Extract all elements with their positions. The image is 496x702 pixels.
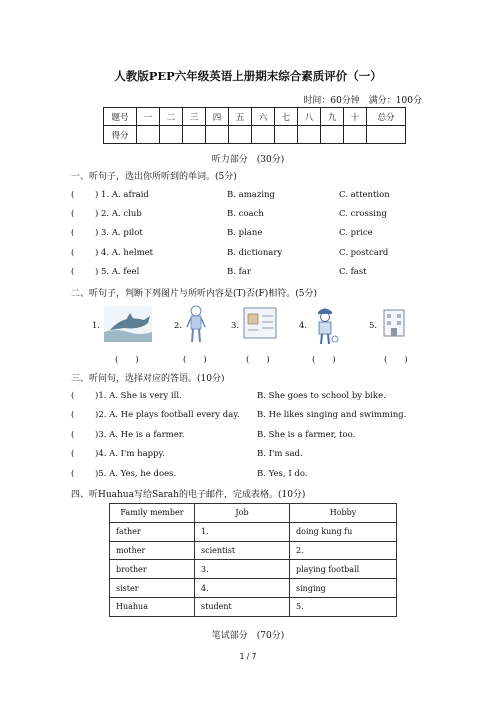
option-c: C. attention	[339, 190, 390, 200]
answer-paren: (	[71, 267, 75, 277]
listening-header: 听力部分 (30分)	[211, 155, 285, 165]
answer-paren: (	[71, 410, 75, 420]
answer-blank[interactable]: ( )	[115, 355, 139, 365]
answer-paren: (	[71, 430, 75, 440]
answer-blank[interactable]: ( )	[246, 355, 270, 365]
score-cell	[206, 126, 229, 144]
score-cell: 七	[275, 108, 298, 126]
exam-meta: 时间：60分钟 满分：100分	[303, 96, 422, 106]
score-cell: 总分	[367, 108, 406, 126]
option-b: B. Yes, I do.	[257, 469, 308, 479]
answer-paren: (	[71, 248, 75, 258]
option-a: ) 3. A. pilot	[95, 228, 143, 238]
table-cell: sister	[110, 579, 195, 598]
table-header-row	[110, 504, 397, 523]
score-cell: 九	[321, 108, 344, 126]
score-cell: 一	[137, 108, 160, 126]
q2-heading: 二、听句子，判断下列图片与所听内容是(T)否(F)相符。(5分)	[71, 289, 318, 299]
score-cell: 八	[298, 108, 321, 126]
score-cell: 六	[252, 108, 275, 126]
table-cell: mother	[110, 541, 195, 560]
score-cell	[321, 126, 344, 144]
option-a: ) 2. A. club	[95, 209, 142, 219]
score-row-blank	[104, 126, 406, 144]
score-cell	[137, 126, 160, 144]
option-b: B. plane	[227, 228, 263, 238]
score-cell	[275, 126, 298, 144]
pic-label: 5.	[369, 321, 378, 331]
option-a: ) 1. A. afraid	[95, 190, 149, 200]
q1-heading: 一、听句子，选出你所听到的单词。(5分)	[71, 172, 237, 182]
table-row	[110, 541, 397, 560]
option-b: B. She is a farmer, too.	[257, 430, 356, 440]
answer-paren: (	[71, 449, 75, 459]
option-a: )3. A. He is a farmer.	[95, 430, 185, 440]
table-cell: 1.	[195, 522, 290, 541]
answer-paren: (	[71, 228, 75, 238]
score-cell: 四	[206, 108, 229, 126]
pic-label: 1.	[92, 321, 101, 331]
email-table	[109, 503, 397, 617]
table-cell: 2.	[290, 541, 397, 560]
pic-label: 3.	[231, 321, 240, 331]
score-cell	[367, 126, 406, 144]
table-row	[110, 579, 397, 598]
score-cell: 三	[183, 108, 206, 126]
option-a: )1. A. She is very ill.	[95, 391, 182, 401]
table-cell: 5.	[290, 597, 397, 616]
option-b: B. amazing	[227, 190, 275, 200]
table-row	[110, 522, 397, 541]
column-header: Hobby	[290, 504, 397, 523]
column-header: Job	[195, 504, 290, 523]
q4-heading: 四、听Huahua写给Sarah的电子邮件，完成表格。(10分)	[71, 490, 306, 500]
option-c: C. crossing	[339, 209, 387, 219]
score-cell: 五	[229, 108, 252, 126]
table-cell: scientist	[195, 541, 290, 560]
score-cell	[252, 126, 275, 144]
score-table	[103, 107, 406, 144]
option-c: C. fast	[339, 267, 367, 277]
option-b: B. She goes to school by bike.	[257, 391, 386, 401]
score-row-header	[104, 108, 406, 126]
building-picture	[380, 308, 408, 338]
table-cell: playing football	[290, 560, 397, 579]
option-b: B. coach	[227, 209, 264, 219]
answer-paren: (	[71, 469, 75, 479]
answer-blank[interactable]: ( )	[312, 355, 336, 365]
table-cell: 4.	[195, 579, 290, 598]
answer-blank[interactable]: ( )	[183, 355, 207, 365]
answer-paren: (	[71, 209, 75, 219]
pic-label: 2.	[174, 321, 183, 331]
option-b: B. far	[227, 267, 251, 277]
option-a: )2. A. He plays football every day.	[95, 410, 240, 420]
option-a: )5. A. Yes, he does.	[95, 469, 177, 479]
score-cell	[160, 126, 183, 144]
table-cell: brother	[110, 560, 195, 579]
written-header: 笔试部分 (70分)	[211, 631, 285, 641]
table-cell: doing kung fu	[290, 522, 397, 541]
option-c: C. postcard	[339, 248, 389, 258]
score-cell	[183, 126, 206, 144]
answer-blank[interactable]: ( )	[384, 355, 408, 365]
score-cell: 二	[160, 108, 183, 126]
table-row	[110, 597, 397, 616]
police-officer-picture	[310, 304, 340, 346]
q3-heading: 三、听问句，选择对应的答语。(10分)	[71, 374, 225, 384]
option-a: )4. A. I'm happy.	[95, 449, 165, 459]
option-a: ) 5. A. feel	[95, 267, 140, 277]
table-cell: singing	[290, 579, 397, 598]
table-cell: Huahua	[110, 597, 195, 616]
score-cell: 题号	[104, 108, 137, 126]
answer-paren: (	[71, 391, 75, 401]
score-cell: 得分	[104, 126, 137, 144]
score-cell: 十	[344, 108, 367, 126]
option-a: ) 4. A. helmet	[95, 248, 154, 258]
table-row	[110, 560, 397, 579]
page-title: 人教版PEP六年级英语上册期末综合素质评价（一）	[114, 69, 382, 83]
option-c: C. price	[339, 228, 373, 238]
option-b: B. He likes singing and swimming.	[257, 410, 407, 420]
option-b: B. I'm sad.	[257, 449, 303, 459]
table-cell: 3.	[195, 560, 290, 579]
table-cell: student	[195, 597, 290, 616]
score-cell	[229, 126, 252, 144]
column-header: Family member	[110, 504, 195, 523]
pic-label: 4.	[299, 321, 308, 331]
option-b: B. dictionary	[227, 248, 283, 258]
score-cell	[298, 126, 321, 144]
table-cell: father	[110, 522, 195, 541]
answer-paren: (	[71, 190, 75, 200]
boy-picture	[184, 304, 208, 344]
score-cell	[344, 126, 367, 144]
page-number: 1 / 7	[239, 652, 257, 661]
postcard-picture	[242, 306, 278, 340]
dolphin-picture	[104, 306, 152, 342]
